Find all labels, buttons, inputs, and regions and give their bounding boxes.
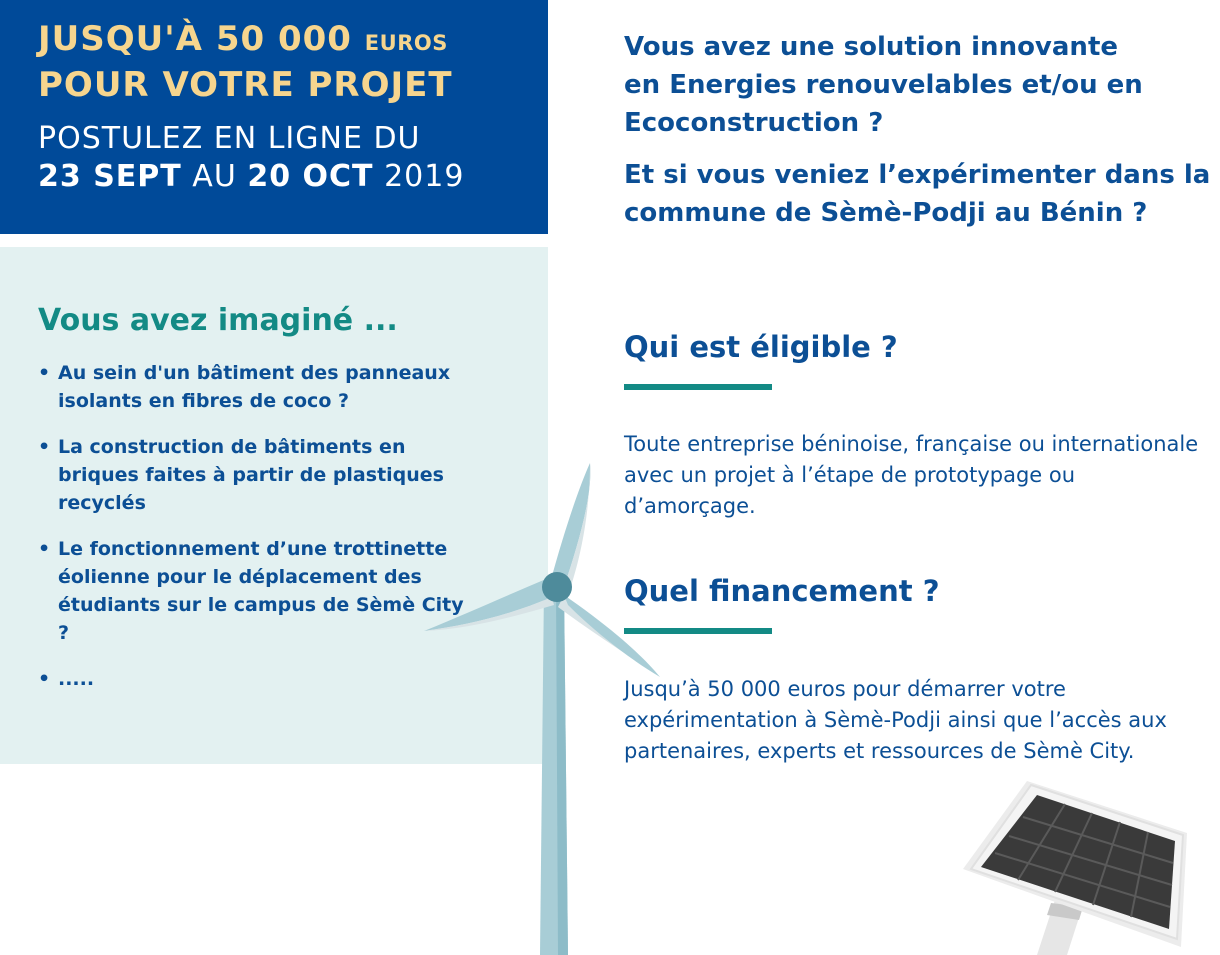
- bullet: •: [38, 538, 51, 560]
- list-item-text: .....: [58, 668, 95, 690]
- eligibility-divider: [624, 384, 772, 390]
- intro-q2-line2: commune de Sèmè-Podji au Bénin ?: [624, 198, 1148, 228]
- list-item: [38, 535, 478, 647]
- list-item: [38, 665, 478, 693]
- intro-questions: [624, 28, 1220, 246]
- eligibility-title: Qui est éligible ?: [624, 330, 898, 364]
- date-start: 23 SEPT: [38, 159, 182, 194]
- intro-question-1: [624, 28, 1220, 142]
- solar-panel-icon: [955, 775, 1220, 955]
- ideas-title: Vous avez imaginé ...: [38, 303, 398, 338]
- list-item-text: La construction de bâtiments en briques faites à partir de plastiques recyclés: [58, 436, 444, 514]
- intro-question-2: [624, 156, 1220, 232]
- list-item: [38, 359, 478, 415]
- bullet: •: [38, 362, 51, 384]
- list-item: [38, 433, 478, 517]
- list-item-text: Au sein d'un bâtiment des panneaux isolants en fibres de coco ?: [58, 362, 451, 412]
- intro-q2-line1: Et si vous veniez l’expérimenter dans la: [624, 160, 1211, 190]
- hero-amount-line: [38, 18, 548, 64]
- hero-currency: EUROS: [364, 31, 448, 55]
- hero-project-line: POUR VOTRE PROJET: [38, 65, 453, 105]
- date-year: 2019: [384, 159, 465, 194]
- date-end: 20 OCT: [247, 159, 374, 194]
- bullet: •: [38, 668, 51, 690]
- date-joiner: AU: [192, 159, 237, 194]
- list-item-text: Le fonctionnement d’une trottinette éolienne pour le déplacement des étudiants sur le campus de Sèmè City ?: [58, 538, 464, 644]
- funding-divider: [624, 628, 772, 634]
- eligibility-text: Toute entreprise béninoise, française ou internationale avec un projet à l’étape de prototypage ou d’amorçage.: [624, 432, 1199, 518]
- hero-amount: JUSQU'À 50 000: [38, 19, 352, 59]
- funding-text: Jusqu’à 50 000 euros pour démarrer votre expérimentation à Sèmè-Podji ainsi que l’accès aux partenaires, experts et ressources de Sèmè City.: [624, 677, 1167, 763]
- hero-dates-line: [38, 158, 548, 196]
- intro-q1-line2: en Energies renouvelables et/ou en: [624, 70, 1143, 100]
- intro-q1-line1: Vous avez une solution innovante: [624, 32, 1118, 62]
- hero-apply-line: POSTULEZ EN LIGNE DU: [38, 121, 421, 156]
- intro-q1-line3: Ecoconstruction ?: [624, 108, 884, 138]
- funding-title: Quel financement ?: [624, 574, 940, 608]
- hero-banner: [0, 0, 548, 234]
- ideas-list: [38, 359, 478, 711]
- bullet: •: [38, 436, 51, 458]
